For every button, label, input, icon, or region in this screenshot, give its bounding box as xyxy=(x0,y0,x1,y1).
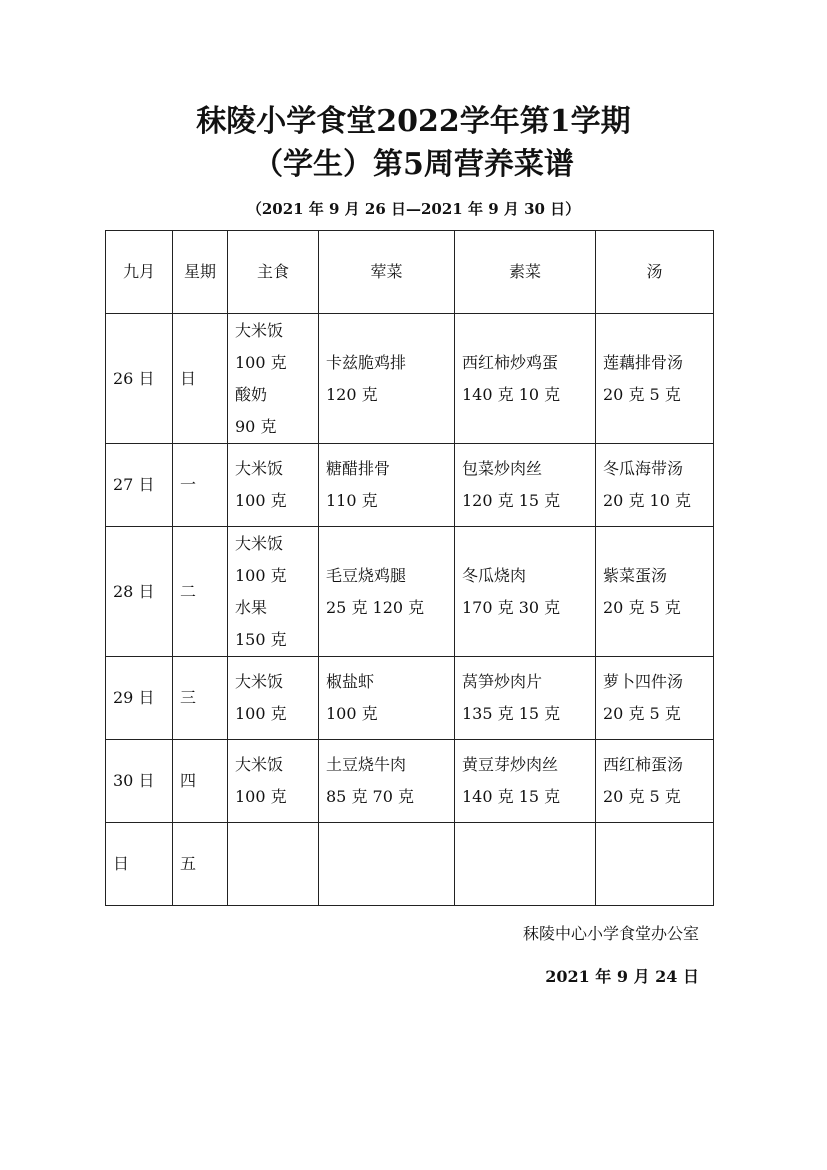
soup-cell xyxy=(596,823,714,906)
weekday-cell: 日 xyxy=(173,314,228,444)
staple-line: 大米饭 xyxy=(235,533,284,553)
veg-dish-amount: 140 克 10 克 xyxy=(462,384,561,404)
meat-dish-amount: 85 克 70 克 xyxy=(326,787,414,806)
staple-line: 100 克 xyxy=(235,704,287,723)
staple-line: 酸奶 xyxy=(235,384,268,404)
veg-dish-name: 莴笋炒肉片 xyxy=(462,672,543,691)
soup-name: 萝卜四件汤 xyxy=(603,672,684,691)
meat-cell xyxy=(319,657,455,740)
staple-line: 90 克 xyxy=(235,416,277,436)
veg-cell xyxy=(455,740,596,823)
staple-line: 100 克 xyxy=(235,565,287,585)
header-soup: 汤 xyxy=(596,231,714,314)
staple-cell xyxy=(228,740,319,823)
soup-cell xyxy=(596,740,714,823)
weekday-cell: 五 xyxy=(173,823,228,906)
soup-cell xyxy=(596,314,714,444)
veg-dish-name: 冬瓜烧肉 xyxy=(462,565,527,585)
staple-cell xyxy=(228,657,319,740)
weekday-cell: 三 xyxy=(173,657,228,740)
date-cell: 30 日 xyxy=(106,740,173,823)
table-row xyxy=(106,444,714,527)
staple-cell xyxy=(228,527,319,657)
header-month: 九月 xyxy=(106,231,173,314)
meat-dish-name: 椒盐虾 xyxy=(326,672,375,691)
veg-dish-name: 西红柿炒鸡蛋 xyxy=(462,352,559,372)
weekday-cell: 二 xyxy=(173,527,228,657)
soup-amount: 20 克 5 克 xyxy=(603,597,681,617)
page-title-line1: 秣陵小学食堂2022学年第1学期 xyxy=(196,104,631,139)
staple-line: 大米饭 xyxy=(235,459,284,478)
date-cell: 日 xyxy=(106,823,173,906)
meat-dish-amount: 120 克 xyxy=(326,384,378,404)
soup-cell xyxy=(596,527,714,657)
veg-cell xyxy=(455,314,596,444)
soup-amount: 20 克 5 克 xyxy=(603,787,681,806)
meat-dish-name: 土豆烧牛肉 xyxy=(326,755,407,774)
weekday-cell: 四 xyxy=(173,740,228,823)
staple-line: 大米饭 xyxy=(235,672,284,691)
footer-date: 2021 年 9 月 24 日 xyxy=(545,967,699,986)
meat-dish-amount: 25 克 120 克 xyxy=(326,597,425,617)
header-meat-dish: 荤菜 xyxy=(319,231,455,314)
menu-table xyxy=(105,230,714,906)
staple-cell xyxy=(228,314,319,444)
table-row xyxy=(106,823,714,906)
meat-cell xyxy=(319,314,455,444)
soup-cell xyxy=(596,657,714,740)
veg-dish-amount: 170 克 30 克 xyxy=(462,597,561,617)
meat-cell xyxy=(319,740,455,823)
footer-office: 秣陵中心小学食堂办公室 xyxy=(522,924,699,943)
staple-cell xyxy=(228,444,319,527)
soup-amount: 20 克 10 克 xyxy=(603,491,691,510)
staple-line: 大米饭 xyxy=(235,755,284,774)
meat-dish-amount: 110 克 xyxy=(326,491,378,510)
veg-cell xyxy=(455,823,596,906)
staple-line: 100 克 xyxy=(235,491,287,510)
veg-dish-name: 黄豆芽炒肉丝 xyxy=(462,755,559,774)
header-vegetable-dish: 素菜 xyxy=(455,231,596,314)
weekday-cell: 一 xyxy=(173,444,228,527)
table-header-row xyxy=(106,231,714,314)
date-cell: 29 日 xyxy=(106,657,173,740)
page-title-line2: （学生）第5周营养菜谱 xyxy=(253,147,574,182)
veg-cell xyxy=(455,657,596,740)
soup-cell xyxy=(596,444,714,527)
veg-cell xyxy=(455,444,596,527)
staple-cell xyxy=(228,823,319,906)
table-row xyxy=(106,740,714,823)
date-cell: 26 日 xyxy=(106,314,173,444)
soup-name: 紫菜蛋汤 xyxy=(603,565,668,585)
meat-dish-name: 毛豆烧鸡腿 xyxy=(326,565,407,585)
veg-cell xyxy=(455,527,596,657)
table-row xyxy=(106,314,714,444)
veg-dish-amount: 120 克 15 克 xyxy=(462,491,561,510)
staple-line: 100 克 xyxy=(235,352,287,372)
date-cell: 28 日 xyxy=(106,527,173,657)
soup-amount: 20 克 5 克 xyxy=(603,384,681,404)
soup-amount: 20 克 5 克 xyxy=(603,704,681,723)
staple-line: 150 克 xyxy=(235,629,287,649)
soup-name: 莲藕排骨汤 xyxy=(603,352,684,372)
date-cell: 27 日 xyxy=(106,444,173,527)
soup-name: 冬瓜海带汤 xyxy=(603,459,684,478)
date-range: （2021 年 9 月 26 日—2021 年 9 月 30 日） xyxy=(246,200,581,218)
meat-dish-name: 卡兹脆鸡排 xyxy=(326,352,407,372)
table-row xyxy=(106,657,714,740)
meat-cell xyxy=(319,527,455,657)
veg-dish-name: 包菜炒肉丝 xyxy=(462,459,543,478)
meat-dish-name: 糖醋排骨 xyxy=(326,459,391,478)
staple-line: 水果 xyxy=(235,597,268,617)
veg-dish-amount: 140 克 15 克 xyxy=(462,787,561,806)
header-staple: 主食 xyxy=(228,231,319,314)
table-row xyxy=(106,527,714,657)
header-weekday: 星期 xyxy=(173,231,228,314)
meat-cell xyxy=(319,823,455,906)
meat-dish-amount: 100 克 xyxy=(326,704,378,723)
soup-name: 西红柿蛋汤 xyxy=(603,755,684,774)
meat-cell xyxy=(319,444,455,527)
staple-line: 100 克 xyxy=(235,787,287,806)
staple-line: 大米饭 xyxy=(235,320,284,340)
veg-dish-amount: 135 克 15 克 xyxy=(462,704,561,723)
